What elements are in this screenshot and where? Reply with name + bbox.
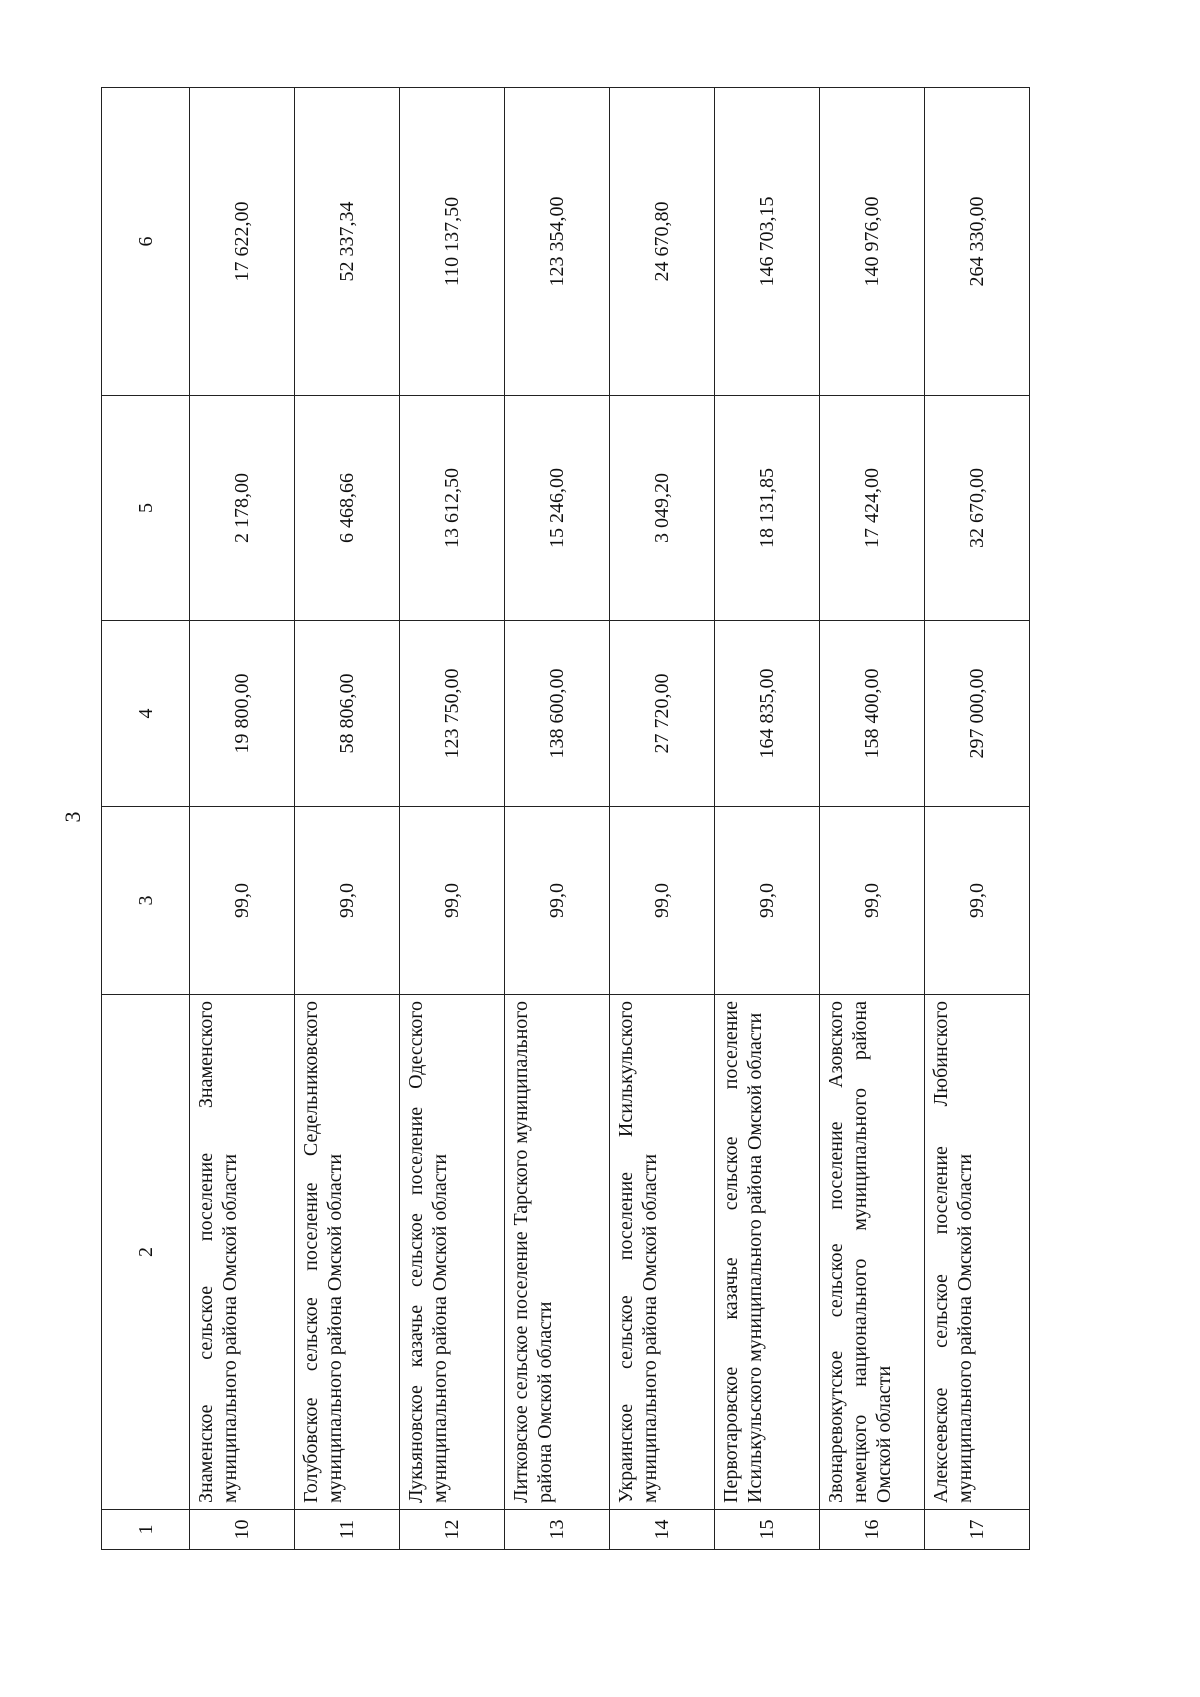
amount-cell: 164 835,00 [715,621,820,807]
data-table [101,87,1030,1550]
settlement-name: Первотаровское казачье сельское поселение Исилькульского муниципального района Омской области [715,995,820,1510]
table-header-row [102,88,190,1550]
amount-cell: 158 400,00 [820,621,925,807]
amount-cell: 146 703,15 [715,88,820,396]
row-number: 13 [505,1510,610,1550]
column-header: 3 [102,807,190,995]
settlement-name: Литковское сельское поселение Тарского муниципального района Омской области [505,995,610,1510]
amount-cell: 58 806,00 [295,621,400,807]
percent-cell: 99,0 [295,807,400,995]
column-header: 5 [102,396,190,621]
table-row [505,88,610,1550]
amount-cell: 19 800,00 [190,621,295,807]
column-header: 6 [102,88,190,396]
amount-cell: 15 246,00 [505,396,610,621]
percent-cell: 99,0 [505,807,610,995]
table-row [400,88,505,1550]
settlement-name: Лукьяновское казачье сельское поселение Одесского муниципального района Омской области [400,995,505,1510]
settlement-name: Звонаревокутское сельское поселение Азовского немецкого национального муниципального района Омской области [820,995,925,1510]
amount-cell: 24 670,80 [610,88,715,396]
settlement-name: Знаменское сельское поселение Знаменского муниципального района Омской области [190,995,295,1510]
column-header: 2 [102,995,190,1510]
amount-cell: 110 137,50 [400,88,505,396]
table-row [820,88,925,1550]
page-number: 3 [60,811,85,823]
amount-cell: 17 424,00 [820,396,925,621]
column-header: 4 [102,621,190,807]
settlement-name: Голубовское сельское поселение Седельниковского муниципального района Омской области [295,995,400,1510]
amount-cell: 140 976,00 [820,88,925,396]
row-number: 10 [190,1510,295,1550]
amount-cell: 297 000,00 [925,621,1030,807]
table-row [925,88,1030,1550]
percent-cell: 99,0 [190,807,295,995]
rotated-table-frame [101,88,1029,1550]
amount-cell: 264 330,00 [925,88,1030,396]
percent-cell: 99,0 [610,807,715,995]
table-row [295,88,400,1550]
percent-cell: 99,0 [715,807,820,995]
amount-cell: 13 612,50 [400,396,505,621]
percent-cell: 99,0 [820,807,925,995]
amount-cell: 138 600,00 [505,621,610,807]
amount-cell: 32 670,00 [925,396,1030,621]
amount-cell: 2 178,00 [190,396,295,621]
amount-cell: 6 468,66 [295,396,400,621]
amount-cell: 123 354,00 [505,88,610,396]
row-number: 11 [295,1510,400,1550]
amount-cell: 52 337,34 [295,88,400,396]
column-header: 1 [102,1510,190,1550]
row-number: 14 [610,1510,715,1550]
percent-cell: 99,0 [400,807,505,995]
amount-cell: 18 131,85 [715,396,820,621]
amount-cell: 17 622,00 [190,88,295,396]
table-row [715,88,820,1550]
row-number: 12 [400,1510,505,1550]
allocation-table [101,88,1029,1550]
amount-cell: 3 049,20 [610,396,715,621]
percent-cell: 99,0 [925,807,1030,995]
settlement-name: Алексеевское сельское поселение Любинского муниципального района Омской области [925,995,1030,1510]
row-number: 15 [715,1510,820,1550]
amount-cell: 27 720,00 [610,621,715,807]
table-row [190,88,295,1550]
table-row [610,88,715,1550]
row-number: 17 [925,1510,1030,1550]
amount-cell: 123 750,00 [400,621,505,807]
row-number: 16 [820,1510,925,1550]
settlement-name: Украинское сельское поселение Исилькульского муниципального района Омской области [610,995,715,1510]
